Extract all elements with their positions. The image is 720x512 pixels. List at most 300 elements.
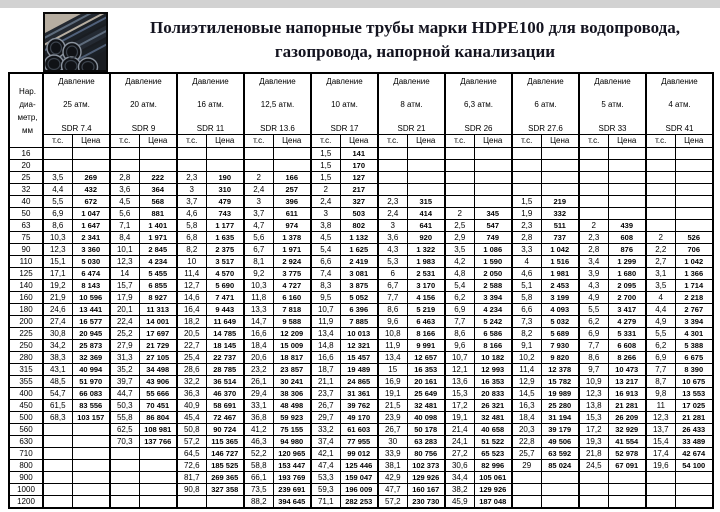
wall-thickness-cell: 5,4	[311, 244, 340, 256]
price-cell	[72, 160, 110, 172]
wall-thickness-cell: 4,3	[378, 244, 407, 256]
pressure-group-stack	[580, 75, 645, 134]
price-cell: 7 818	[273, 304, 311, 316]
sdr-value: SDR 21	[397, 123, 426, 133]
price-cell: 40 658	[474, 424, 512, 436]
price-cell	[139, 460, 177, 472]
wall-thickness-cell	[445, 160, 474, 172]
price-header: Цена	[72, 135, 110, 148]
price-cell: 6 463	[407, 316, 445, 328]
price-cell: 332	[541, 208, 579, 220]
wall-thickness-cell: 21,4	[445, 424, 474, 436]
price-cell: 33 489	[675, 436, 713, 448]
price-cell: 11 649	[206, 316, 244, 328]
price-cell: 222	[139, 172, 177, 184]
wall-thickness-cell	[445, 148, 474, 160]
price-cell: 8 927	[139, 292, 177, 304]
price-cell: 511	[541, 220, 579, 232]
price-cell	[675, 484, 713, 496]
wall-thickness-cell: 2,4	[378, 208, 407, 220]
wall-thickness-cell: 6,2	[646, 340, 675, 352]
price-cell: 2 341	[72, 232, 110, 244]
price-cell: 1 983	[407, 256, 445, 268]
wall-thickness-cell: 6,2	[445, 292, 474, 304]
wall-thickness-cell: 15,3	[579, 412, 608, 424]
price-cell	[675, 172, 713, 184]
pressure-group-header	[646, 73, 713, 135]
wall-thickness-cell: 42,1	[311, 448, 340, 460]
wall-thickness-cell: 3	[244, 196, 273, 208]
price-cell: 22 737	[206, 352, 244, 364]
wall-thickness-cell: 2	[579, 220, 608, 232]
price-cell: 21 281	[675, 412, 713, 424]
price-cell: 28 785	[206, 364, 244, 376]
pressure-group-stack	[178, 75, 243, 134]
table-row	[9, 148, 713, 160]
price-cell: 5 455	[139, 268, 177, 280]
price-cell: 19 989	[541, 388, 579, 400]
price-cell: 52 978	[608, 448, 646, 460]
wall-thickness-cell: 3	[378, 220, 407, 232]
price-header: Цена	[608, 135, 646, 148]
price-cell: 479	[206, 196, 244, 208]
price-cell	[541, 172, 579, 184]
price-cell	[407, 148, 445, 160]
price-cell	[675, 160, 713, 172]
table-row	[9, 388, 713, 400]
diameter-cell: 40	[9, 196, 43, 208]
wall-thickness-cell: 28,6	[177, 364, 206, 376]
price-cell: 749	[474, 232, 512, 244]
wall-thickness-cell	[378, 184, 407, 196]
wall-thickness-cell: 3	[177, 184, 206, 196]
pipe-price-table	[8, 72, 714, 509]
diameter-header-line: диа-	[19, 99, 36, 109]
pressure-group-header	[512, 73, 579, 135]
sdr-value: SDR 13.6	[260, 123, 295, 133]
wall-thickness-cell	[445, 184, 474, 196]
wall-thickness-cell: 68,3	[43, 412, 72, 424]
price-cell: 5 030	[72, 256, 110, 268]
wall-thickness-cell: 33,1	[244, 400, 273, 412]
wall-thickness-cell: 17,2	[579, 424, 608, 436]
wall-thickness-cell: 15,7	[110, 280, 139, 292]
table-row	[9, 316, 713, 328]
price-cell: 414	[407, 208, 445, 220]
sdr-value: SDR 33	[598, 123, 627, 133]
pressure-group-stack	[44, 75, 109, 134]
pressure-group-stack	[647, 75, 712, 134]
price-cell: 10 013	[340, 328, 378, 340]
price-cell: 608	[608, 232, 646, 244]
price-cell: 327	[340, 196, 378, 208]
wall-thickness-cell: 4	[646, 292, 675, 304]
pressure-group-stack	[111, 75, 176, 134]
price-cell: 20 161	[407, 376, 445, 388]
price-header: Цена	[407, 135, 445, 148]
price-cell: 129 926	[407, 472, 445, 484]
price-cell: 230 730	[407, 496, 445, 509]
pressure-group-header	[177, 73, 244, 135]
wall-thickness-cell: 22,8	[512, 436, 541, 448]
wall-thickness-cell: 16,9	[378, 376, 407, 388]
wall-thickness-cell: 41,2	[244, 424, 273, 436]
wall-thickness-cell	[110, 496, 139, 509]
wall-thickness-cell	[646, 184, 675, 196]
price-cell: 239 691	[273, 484, 311, 496]
price-cell: 120 965	[273, 448, 311, 460]
price-cell: 75 155	[273, 424, 311, 436]
price-cell: 39 179	[541, 424, 579, 436]
wall-thickness-cell: 47,4	[311, 460, 340, 472]
price-cell: 5 690	[206, 280, 244, 292]
wall-thickness-cell: 3,5	[646, 280, 675, 292]
price-cell: 196 009	[340, 484, 378, 496]
wall-thickness-cell	[579, 496, 608, 509]
price-cell: 8 390	[675, 364, 713, 376]
price-cell: 672	[72, 196, 110, 208]
wall-thickness-cell: 5,5	[579, 304, 608, 316]
wall-thickness-cell	[244, 148, 273, 160]
page-title-line2: газопровода, напорной канализации	[274, 42, 556, 61]
price-cell	[675, 208, 713, 220]
wall-thickness-cell: 15,1	[43, 256, 72, 268]
wall-thickness-cell: 17,9	[110, 292, 139, 304]
wall-thickness-cell: 25,2	[110, 328, 139, 340]
price-cell: 2 453	[541, 280, 579, 292]
diameter-cell: 110	[9, 256, 43, 268]
price-cell: 85 024	[541, 460, 579, 472]
price-cell: 282 253	[340, 496, 378, 509]
wall-thickness-header: т.с.	[646, 135, 675, 148]
price-cell: 23 857	[273, 364, 311, 376]
price-cell	[72, 448, 110, 460]
price-cell: 3 360	[72, 244, 110, 256]
table-row	[9, 220, 713, 232]
price-cell: 36 514	[206, 376, 244, 388]
price-cell: 4 156	[407, 292, 445, 304]
price-cell: 3 775	[273, 268, 311, 280]
price-cell: 2 419	[340, 256, 378, 268]
wall-thickness-cell: 3,9	[579, 268, 608, 280]
pressure-label: Давление	[460, 76, 497, 86]
price-cell: 4 279	[608, 316, 646, 328]
wall-thickness-cell: 13,3	[244, 304, 273, 316]
wall-thickness-cell: 38,3	[43, 352, 72, 364]
table-row	[9, 256, 713, 268]
wall-thickness-cell	[579, 172, 608, 184]
price-header: Цена	[206, 135, 244, 148]
price-cell: 82 996	[474, 460, 512, 472]
wall-thickness-header: т.с.	[43, 135, 72, 148]
price-cell: 257	[273, 184, 311, 196]
price-cell: 59 923	[273, 412, 311, 424]
wall-thickness-cell: 12,3	[43, 244, 72, 256]
price-cell: 396	[273, 196, 311, 208]
price-cell: 5 219	[407, 304, 445, 316]
wall-thickness-cell	[646, 220, 675, 232]
wall-thickness-cell	[512, 472, 541, 484]
wall-thickness-cell: 16,6	[311, 352, 340, 364]
diameter-cell: 225	[9, 328, 43, 340]
price-cell: 2 375	[206, 244, 244, 256]
price-cell: 54 100	[675, 460, 713, 472]
price-cell: 21 729	[139, 340, 177, 352]
price-cell	[72, 484, 110, 496]
price-cell: 641	[407, 220, 445, 232]
wall-thickness-cell: 3,7	[177, 196, 206, 208]
price-cell: 1 625	[340, 244, 378, 256]
wall-thickness-cell: 3,4	[579, 256, 608, 268]
wall-thickness-cell: 27,9	[110, 340, 139, 352]
wall-thickness-cell: 4,8	[445, 268, 474, 280]
diameter-cell: 180	[9, 304, 43, 316]
wall-thickness-cell: 24,6	[43, 304, 72, 316]
diameter-cell: 16	[9, 148, 43, 160]
wall-thickness-cell: 1,5	[311, 172, 340, 184]
price-cell: 159 047	[340, 472, 378, 484]
wall-thickness-cell: 15,3	[445, 388, 474, 400]
wall-thickness-cell: 6,2	[579, 316, 608, 328]
price-cell: 1 378	[273, 232, 311, 244]
wall-thickness-cell: 10,8	[378, 328, 407, 340]
header-row-groups	[9, 73, 713, 135]
wall-thickness-cell: 88,2	[244, 496, 273, 509]
price-cell	[675, 496, 713, 509]
price-cell: 17 025	[675, 400, 713, 412]
price-cell	[407, 172, 445, 184]
wall-thickness-cell: 6,9	[646, 352, 675, 364]
price-cell: 1 981	[541, 268, 579, 280]
price-cell: 1 590	[474, 256, 512, 268]
price-cell: 141	[340, 148, 378, 160]
price-cell: 3 170	[407, 280, 445, 292]
wall-thickness-cell: 3,1	[646, 268, 675, 280]
wall-thickness-cell: 14,5	[512, 388, 541, 400]
wall-thickness-cell	[579, 472, 608, 484]
price-cell: 13 441	[72, 304, 110, 316]
wall-thickness-cell: 20,3	[512, 424, 541, 436]
price-cell	[139, 484, 177, 496]
wall-thickness-cell: 3,5	[43, 172, 72, 184]
pressure-group-stack	[379, 75, 444, 134]
table-row	[9, 460, 713, 472]
wall-thickness-cell	[378, 172, 407, 184]
wall-thickness-cell: 2,4	[311, 196, 340, 208]
diameter-cell: 450	[9, 400, 43, 412]
pressure-group-header	[43, 73, 110, 135]
wall-thickness-cell	[646, 160, 675, 172]
price-cell	[541, 484, 579, 496]
wall-thickness-cell: 7,7	[646, 364, 675, 376]
price-cell: 31 361	[340, 388, 378, 400]
wall-thickness-cell: 2,8	[110, 172, 139, 184]
wall-thickness-cell	[378, 160, 407, 172]
price-cell: 94 980	[273, 436, 311, 448]
price-cell: 5 032	[541, 316, 579, 328]
wall-thickness-cell: 10	[177, 256, 206, 268]
price-cell: 102 373	[407, 460, 445, 472]
wall-thickness-cell: 13,8	[579, 400, 608, 412]
price-cell: 14 785	[206, 328, 244, 340]
table-row	[9, 196, 713, 208]
wall-thickness-cell: 7,7	[579, 340, 608, 352]
wall-thickness-cell: 26,1	[244, 376, 273, 388]
pressure-group-header	[579, 73, 646, 135]
wall-thickness-cell: 40,9	[177, 400, 206, 412]
wall-thickness-cell: 27,4	[43, 316, 72, 328]
price-cell: 32 929	[608, 424, 646, 436]
diameter-cell: 32	[9, 184, 43, 196]
price-cell: 80 756	[407, 448, 445, 460]
wall-thickness-cell	[646, 172, 675, 184]
pressure-value: 16 атм.	[197, 100, 224, 109]
price-cell: 439	[608, 220, 646, 232]
wall-thickness-cell: 6,6	[512, 304, 541, 316]
pressure-group-header	[378, 73, 445, 135]
wall-thickness-cell: 2,8	[512, 232, 541, 244]
price-cell: 2 218	[675, 292, 713, 304]
diameter-cell: 50	[9, 208, 43, 220]
price-cell: 39 762	[340, 400, 378, 412]
wall-thickness-cell: 13,4	[311, 328, 340, 340]
wall-thickness-cell: 4,4	[43, 184, 72, 196]
price-cell: 2 924	[273, 256, 311, 268]
diameter-header-line: Нар.	[19, 86, 36, 96]
price-cell: 4 727	[273, 280, 311, 292]
price-cell: 12 657	[407, 352, 445, 364]
price-cell: 526	[675, 232, 713, 244]
price-cell: 190	[206, 172, 244, 184]
price-cell	[608, 484, 646, 496]
price-cell: 6 474	[72, 268, 110, 280]
table-row	[9, 436, 713, 448]
price-cell	[72, 424, 110, 436]
wall-thickness-cell: 2,4	[244, 184, 273, 196]
price-header: Цена	[139, 135, 177, 148]
wall-thickness-cell: 32,2	[177, 376, 206, 388]
price-cell: 15 457	[340, 352, 378, 364]
price-cell: 1 132	[340, 232, 378, 244]
wall-thickness-cell: 11,8	[244, 292, 273, 304]
price-cell: 2 588	[474, 280, 512, 292]
price-cell: 14 001	[139, 316, 177, 328]
wall-thickness-cell: 34,2	[43, 340, 72, 352]
price-cell	[608, 472, 646, 484]
wall-thickness-cell: 6,9	[579, 328, 608, 340]
price-cell: 63 592	[541, 448, 579, 460]
wall-thickness-cell: 70,3	[110, 436, 139, 448]
wall-thickness-cell: 17,4	[646, 448, 675, 460]
wall-thickness-cell: 4,9	[646, 316, 675, 328]
wall-thickness-cell: 5,4	[445, 280, 474, 292]
price-header: Цена	[541, 135, 579, 148]
pressure-group-header	[110, 73, 177, 135]
price-cell: 2 531	[407, 268, 445, 280]
wall-thickness-cell	[43, 460, 72, 472]
wall-thickness-cell: 57,2	[378, 496, 407, 509]
wall-thickness-cell: 13,6	[445, 376, 474, 388]
wall-thickness-cell: 8,3	[311, 280, 340, 292]
price-cell: 9 820	[541, 352, 579, 364]
pressure-value: 25 атм.	[63, 100, 90, 109]
wall-thickness-cell: 8,6	[445, 328, 474, 340]
price-cell: 310	[206, 184, 244, 196]
sdr-value: SDR 9	[131, 123, 156, 133]
price-cell: 3 081	[340, 268, 378, 280]
price-cell: 129 926	[474, 484, 512, 496]
wall-thickness-cell: 61,5	[43, 400, 72, 412]
price-cell: 327 358	[206, 484, 244, 496]
price-cell: 5 388	[675, 340, 713, 352]
price-cell: 137 766	[139, 436, 177, 448]
price-cell	[206, 148, 244, 160]
price-header: Цена	[340, 135, 378, 148]
wall-thickness-cell: 9,8	[646, 388, 675, 400]
wall-thickness-cell: 8,6	[579, 352, 608, 364]
price-cell: 83 556	[72, 400, 110, 412]
wall-thickness-cell: 5,5	[646, 328, 675, 340]
wall-thickness-cell: 1,5	[311, 160, 340, 172]
wall-thickness-cell: 12,9	[512, 376, 541, 388]
wall-thickness-cell: 6	[378, 268, 407, 280]
price-cell: 1 322	[407, 244, 445, 256]
pressure-label: Давление	[326, 76, 363, 86]
price-cell: 15 782	[541, 376, 579, 388]
wall-thickness-cell	[43, 496, 72, 509]
wall-thickness-cell	[512, 184, 541, 196]
diameter-cell: 160	[9, 292, 43, 304]
price-cell: 66 083	[72, 388, 110, 400]
wall-thickness-cell: 7,4	[311, 268, 340, 280]
wall-thickness-cell: 26,7	[378, 424, 407, 436]
price-cell: 1 177	[206, 220, 244, 232]
wall-thickness-cell: 36,3	[177, 388, 206, 400]
wall-thickness-cell: 24,1	[445, 436, 474, 448]
price-cell: 24 865	[340, 376, 378, 388]
wall-thickness-cell: 15	[378, 364, 407, 376]
price-cell: 25 649	[407, 388, 445, 400]
wall-thickness-cell: 18,7	[311, 364, 340, 376]
diameter-cell: 280	[9, 352, 43, 364]
wall-thickness-cell: 29	[512, 460, 541, 472]
price-cell: 166	[273, 172, 311, 184]
wall-thickness-cell: 8,4	[110, 232, 139, 244]
diameter-cell: 1200	[9, 496, 43, 509]
wall-thickness-cell: 4,6	[512, 268, 541, 280]
wall-thickness-cell: 3,3	[512, 244, 541, 256]
wall-thickness-cell: 8,1	[244, 256, 273, 268]
wall-thickness-cell: 26,7	[311, 400, 340, 412]
wall-thickness-cell: 12,3	[110, 256, 139, 268]
price-cell: 269	[72, 172, 110, 184]
price-cell: 67 091	[608, 460, 646, 472]
price-cell: 32 481	[474, 412, 512, 424]
price-cell: 30 241	[273, 376, 311, 388]
price-cell: 77 955	[340, 436, 378, 448]
price-cell	[474, 172, 512, 184]
price-cell: 146 727	[206, 448, 244, 460]
wall-thickness-cell: 23,9	[378, 412, 407, 424]
sdr-value: SDR 17	[330, 123, 359, 133]
pressure-label: Давление	[661, 76, 698, 86]
wall-thickness-cell: 10,1	[110, 244, 139, 256]
table-row	[9, 424, 713, 436]
wall-thickness-cell: 72,6	[177, 460, 206, 472]
wall-thickness-cell	[43, 160, 72, 172]
wall-thickness-cell: 27,2	[445, 448, 474, 460]
pressure-group-stack	[245, 75, 310, 134]
